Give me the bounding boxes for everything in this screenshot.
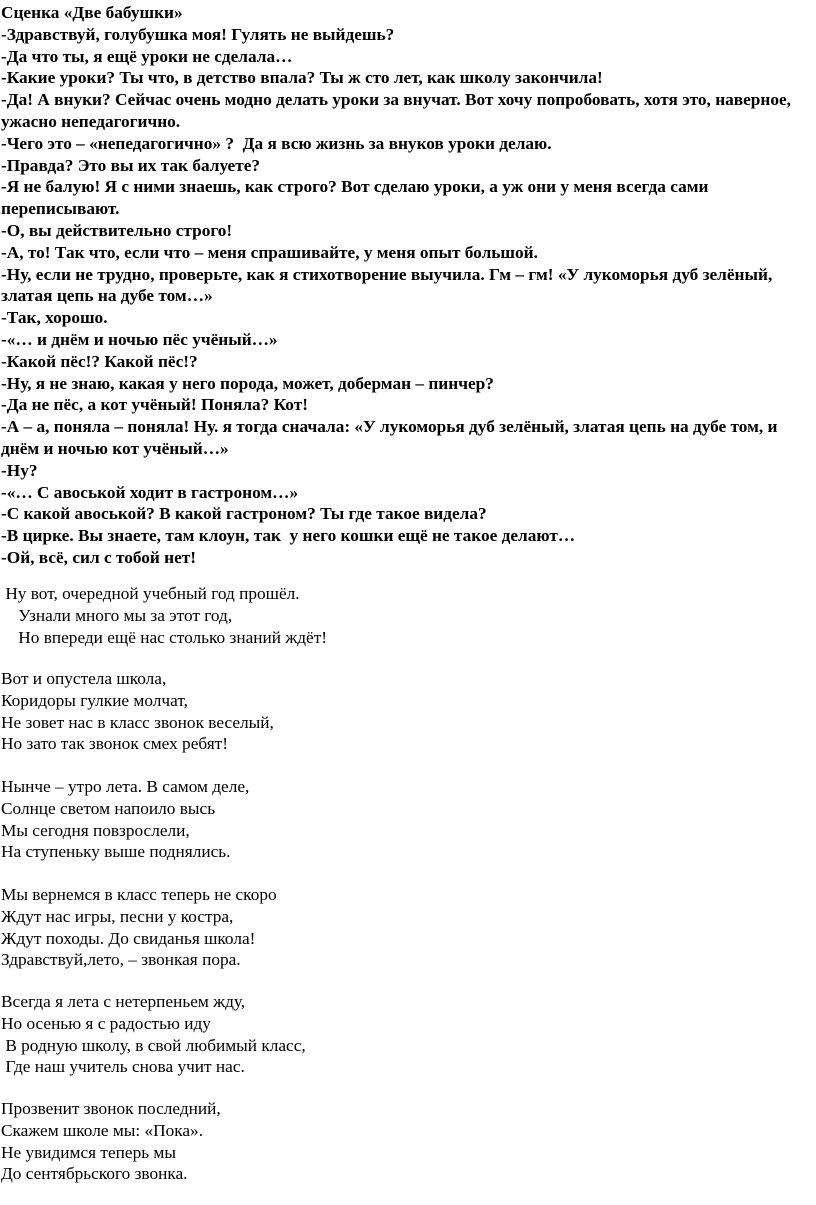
poem-line: Всегда я лета с нетерпеньем жду, — [1, 992, 246, 1011]
poem-line: Ждут походы. До свиданья школа! — [1, 928, 256, 948]
poem-line: Узнали много мы за этот год, — [1, 605, 233, 625]
poem-stanza-3 — [1, 884, 277, 971]
dialogue-line: переписывают. — [1, 199, 120, 219]
dialogue-line: -С какой авоськой? В какой гастроном? Ты где такое видела? — [1, 504, 487, 524]
dialogue-line: -«… С авоськой ходит в гастроном…» — [1, 482, 299, 502]
poem-line: Но впереди ещё нас столько знаний ждёт! — [1, 627, 328, 647]
dialogue-line: златая цепь на дубе том…» — [1, 286, 213, 306]
poem-line: Мы вернемся в класс теперь не скоро — [1, 885, 277, 904]
poem-stanza-2 — [1, 776, 249, 863]
poem-line: Ждут нас игры, песни у костра, — [1, 906, 234, 926]
dialogue-line: -Какой пёс!? Какой пёс!? — [1, 351, 198, 371]
poem-line: Ну вот, очередной учебный год прошёл. — [1, 584, 300, 603]
skit-title: Сценка «Две бабушки» — [1, 3, 183, 22]
dialogue-line: -Какие уроки? Ты что, в детство впала? Ты ж сто лет, как школу закончила! — [1, 68, 603, 88]
dialogue-line: -О, вы действительно строго! — [1, 220, 233, 240]
dialogue-line: -Ну, если не трудно, проверьте, как я стихотворение выучила. Гм – гм! «У лукоморья дуб зелёный, — [1, 264, 773, 284]
poem-line: Не увидимся теперь мы — [1, 1142, 176, 1162]
poem-line: Но зато так звонок смех ребят! — [1, 734, 228, 754]
dialogue-line: -А, то! Так что, если что – меня спрашивайте, у меня опыт большой. — [1, 242, 538, 262]
poem-line: В родную школу, в свой любимый класс, — [1, 1035, 306, 1055]
poem-intro — [1, 583, 327, 648]
poem-stanza-5 — [1, 1098, 221, 1185]
poem-line: Здравствуй,лето, – звонкая пора. — [1, 950, 241, 970]
poem-line: Мы сегодня повзрослели, — [1, 820, 190, 840]
poem-line: Солнце светом напоило высь — [1, 798, 216, 818]
poem-line: Нынче – утро лета. В самом деле, — [1, 777, 250, 796]
skit-dialogue — [1, 2, 791, 569]
dialogue-line: ужасно непедагогично. — [1, 111, 181, 131]
poem-line: На ступеньку выше поднялись. — [1, 842, 231, 862]
dialogue-line: -Правда? Это вы их так балуете? — [1, 155, 261, 175]
dialogue-line: -Да что ты, я ещё уроки не сделала… — [1, 46, 293, 66]
dialogue-line: -Чего это – «непедагогично» ? Да я всю жизнь за внуков уроки делаю. — [1, 133, 552, 153]
dialogue-line: днём и ночью кот учёный…» — [1, 438, 229, 458]
dialogue-line: -В цирке. Вы знаете, там клоун, так у него кошки ещё не такое делают… — [1, 526, 576, 546]
dialogue-line: -Я не балую! Я с ними знаешь, как строго? Вот сделаю уроки, а уж они у меня всегда сами — [1, 177, 709, 197]
poem-line: Вот и опустела школа, — [1, 669, 167, 688]
dialogue-line: -А – а, поняла – поняла! Ну. я тогда сначала: «У лукоморья дуб зелёный, златая цепь на дубе том, и — [1, 417, 778, 437]
dialogue-line: -Ну, я не знаю, какая у него порода, может, доберман – пинчер? — [1, 373, 494, 393]
poem-line: Скажем школе мы: «Пока». — [1, 1120, 204, 1140]
poem-line: Но осенью я с радостью иду — [1, 1013, 211, 1033]
dialogue-line: -Да не пёс, а кот учёный! Поняла? Кот! — [1, 395, 308, 415]
dialogue-line: -Ну? — [1, 460, 38, 480]
poem-line: Прозвенит звонок последний, — [1, 1099, 221, 1118]
dialogue-line: -Так, хорошо. — [1, 308, 108, 328]
dialogue-line: -«… и днём и ночью пёс учёный…» — [1, 329, 278, 349]
dialogue-line: -Здравствуй, голубушка моя! Гулять не выйдешь? — [1, 24, 395, 44]
poem-line: Не зовет нас в класс звонок веселый, — [1, 712, 274, 732]
poem-line: До сентябрьского звонка. — [1, 1164, 188, 1184]
poem-stanza-4 — [1, 991, 306, 1078]
dialogue-line: -Да! А внуки? Сейчас очень модно делать уроки за внучат. Вот хочу попробовать, хотя это, наверное, — [1, 90, 791, 110]
poem-line: Коридоры гулкие молчат, — [1, 690, 188, 710]
poem-line: Где наш учитель снова учит нас. — [1, 1057, 245, 1077]
dialogue-line: -Ой, всё, сил с тобой нет! — [1, 547, 197, 567]
poem-stanza-1 — [1, 668, 274, 755]
